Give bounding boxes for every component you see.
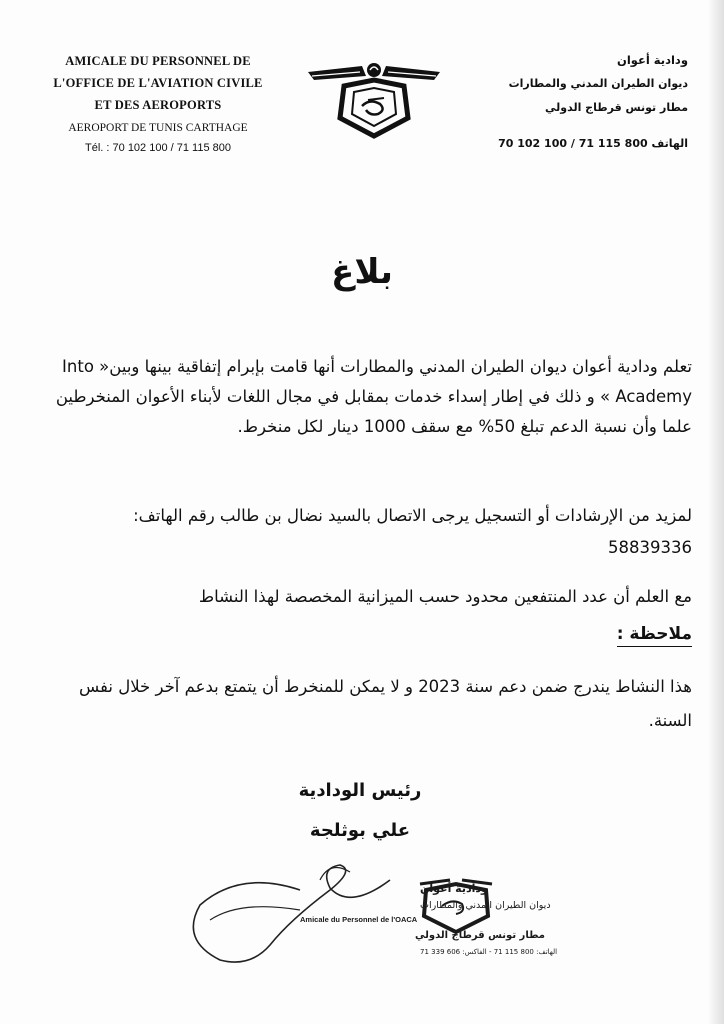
header-french [48, 50, 268, 158]
stamp-line5: الهاتف: 800 115 71 - الفاكس: 606 339 71 [420, 948, 558, 956]
page-edge-shadow [708, 0, 724, 1024]
paragraph-contact: لمزيد من الإرشادات أو التسجيل يرجى الاتصال بالسيد نضال بن طالب رقم الهاتف: 58839336 [133, 506, 692, 557]
oaca-logo-icon [304, 58, 444, 138]
official-stamp [180, 850, 558, 970]
page-title: بلاغ [331, 252, 393, 292]
signature-title: رئيس الودادية [298, 780, 422, 801]
stamp-line3: Amicale du Personnel de l'OACA [300, 915, 418, 924]
header-fr-line3: ET DES AEROPORTS [94, 98, 222, 112]
header-fr-line4: AEROPORT DE TUNIS CARTHAGE [68, 122, 248, 134]
stamp-line2: ديوان الطيران المدني والمطارات [420, 900, 551, 911]
header-arabic [488, 48, 688, 156]
note-heading-text: ملاحظة : [617, 624, 692, 647]
header-ar-line1: ودادية أعوان [617, 53, 688, 67]
signature-name: علي بوثلجة [309, 820, 411, 841]
stamp-line4: مطار تونس قرطاج الدولي [415, 930, 545, 941]
paragraph-announcement [52, 352, 692, 442]
header-fr-line2: L'OFFICE DE L'AVIATION CIVILE [53, 76, 263, 90]
header-ar-line2: ديوان الطيران المدني والمطارات [508, 77, 688, 90]
paragraph-limit: مع العلم أن عدد المنتفعين محدود حسب الميزانية المخصصة لهذا النشاط [198, 587, 692, 606]
header-ar-line3: مطار تونس قرطاج الدولي [545, 101, 688, 114]
paragraph-announcement-text: تعلم ودادية أعوان ديوان الطيران المدني والمطارات أنها قامت بإبرام إتفاقية بينها وبين« Into Academy » و ذلك في إطار إسداء خدمات بمقابل في مجال اللغات لأبناء الأعوان المنخرطين علما وأن نسبة الدعم تبلغ 50% مع سقف 1000 دينار لكل منخرط. [55, 357, 692, 436]
note-heading [52, 624, 692, 644]
stamp-line1: ودادية أعوان [420, 882, 488, 895]
paragraph-note: هذا النشاط يندرج ضمن دعم سنة 2023 و لا يمكن للمنخرط أن يتمتع بدعم آخر خلال نفس السنة. [78, 677, 692, 730]
header-fr-line1: AMICALE DU PERSONNEL DE [65, 54, 251, 68]
header-ar-phone: الهاتف 800 115 71 / 100 102 70 [498, 137, 688, 150]
header-fr-phone: Tél. : 70 102 100 / 71 115 800 [85, 142, 231, 154]
